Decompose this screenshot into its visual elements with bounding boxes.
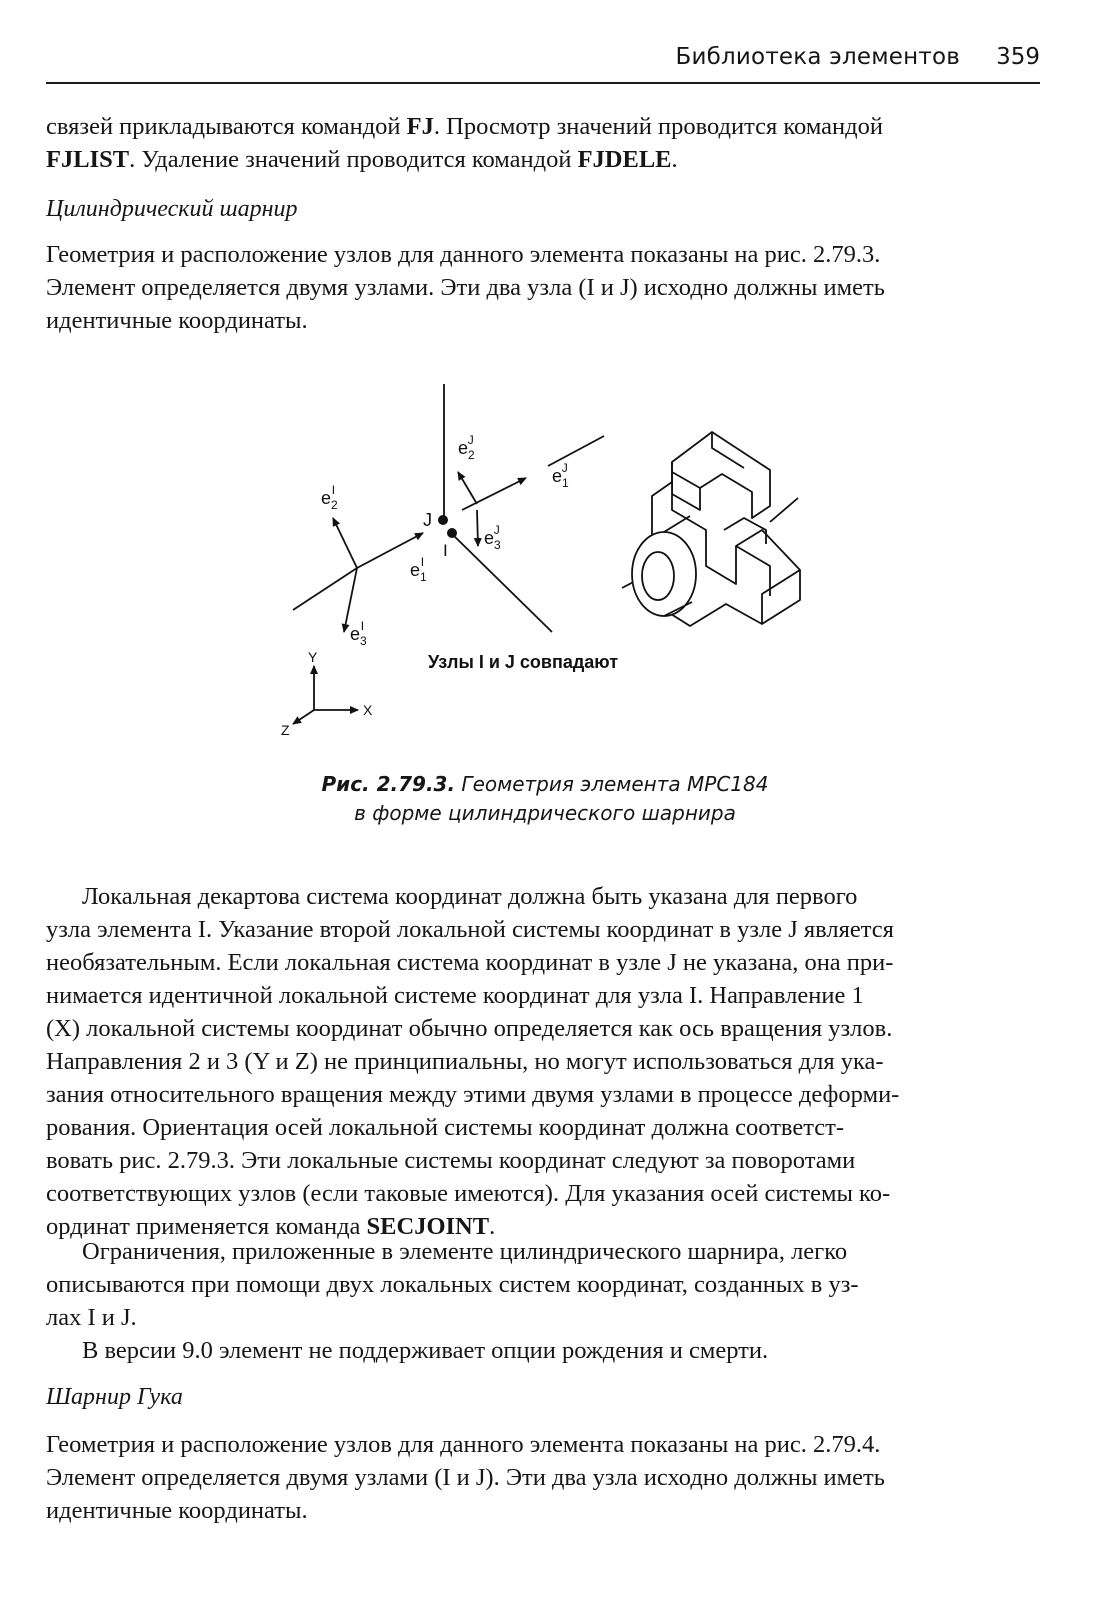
label-node-i: I bbox=[443, 541, 448, 560]
label-axis-y: Y bbox=[308, 649, 318, 665]
command-fjlist: FJLIST bbox=[46, 146, 130, 173]
node-i-dot bbox=[447, 528, 457, 538]
running-title: Библиотека элементов bbox=[675, 44, 960, 70]
cylindrical-hinge-drawing bbox=[622, 432, 800, 626]
label-e2I: $e_2I$ bbox=[321, 483, 338, 512]
label-axis-x: X bbox=[363, 702, 373, 718]
command-fj: FJ bbox=[406, 113, 434, 140]
label-e1I: $e_1I$ bbox=[410, 555, 427, 584]
e2I-arrow bbox=[333, 518, 357, 568]
body-paragraph-local-coords: Локальная декартова система координат должна быть указана для первого узла элемента I. Указание второй локальной системы координат в узле J является необязательным. Если локальная система координат в узле J не указана, она при- нимается идентичной локальной системе координат для узла I. Направление 1 (X) локальной системы координат обычно определяется как ось вращения узлов. Направления 2 и 3 (Y и Z) не принципиальны, но могут использоваться для ука- зания относительного вращения между этими двумя узлами в процессе деформи- рования. Ориентация осей локальной системы координат должна соответст- вовать рис. 2.79.3. Эти локальные системы координат следуют за поворотами соответствующих узлов (если таковые имеются). Для указания осей системы ко- ординат применяется команда SECJOINT. bbox=[46, 883, 900, 1240]
intro-paragraph bbox=[46, 110, 1040, 176]
figure-caption: Рис. 2.79.3. Геометрия элемента MPC184 в форме цилиндрического шарнира bbox=[321, 772, 769, 825]
global-z-axis bbox=[293, 710, 314, 724]
label-e3I: $e_3I$ bbox=[350, 619, 367, 648]
label-e3J: $e_3J$ bbox=[484, 523, 501, 552]
label-e2J: $e_2J$ bbox=[458, 433, 475, 462]
figure-cylindrical-joint bbox=[0, 370, 1119, 760]
section-heading-cylindrical: Цилиндрический шарнир bbox=[46, 196, 298, 222]
page-number: 359 bbox=[996, 44, 1040, 70]
page-header bbox=[46, 36, 1040, 84]
body-paragraph-constraints: Ограничения, приложенные в элементе цилиндрического шарнира, легко описываются при помощи двух локальных систем координат, созданных в уз- лах I и J. bbox=[46, 1238, 859, 1331]
command-secjoint: SECJOINT bbox=[366, 1213, 490, 1240]
e2J-arrow bbox=[458, 472, 477, 504]
figure-number: Рис. 2.79.3. bbox=[321, 772, 456, 796]
intro-line-2: FJLIST. Удаление значений проводится командой FJDELE. bbox=[46, 146, 678, 173]
diagonal-line bbox=[450, 532, 552, 632]
label-nodes-coincide: Узлы I и J совпадают bbox=[428, 652, 619, 672]
cylindrical-paragraph: Геометрия и расположение узлов для данного элемента показаны на рис. 2.79.3. Элемент определяется двумя узлами. Эти два узла (I и J) исходно должны иметь идентичные координаты. bbox=[46, 241, 885, 334]
intro-line-1: связей прикладываются командой FJ. Просмотр значений проводится командой bbox=[46, 113, 883, 140]
node-j-dot bbox=[438, 515, 448, 525]
label-node-j: J bbox=[423, 510, 432, 530]
hooke-paragraph: Геометрия и расположение узлов для данного элемента показаны на рис. 2.79.4. Элемент определяется двумя узлами (I и J). Эти два узла исходно должны иметь идентичные координаты. bbox=[46, 1431, 885, 1524]
label-e1J: $e_1J$ bbox=[552, 461, 569, 490]
label-axis-z: Z bbox=[281, 722, 290, 738]
section-heading-hooke: Шарнир Гука bbox=[46, 1384, 183, 1410]
e3J-arrow bbox=[477, 510, 478, 546]
body-paragraph-version: В версии 9.0 элемент не поддерживает опции рождения и смерти. bbox=[82, 1337, 769, 1364]
e3I-arrow bbox=[344, 568, 357, 632]
command-fjdele: FJDELE bbox=[577, 146, 672, 173]
